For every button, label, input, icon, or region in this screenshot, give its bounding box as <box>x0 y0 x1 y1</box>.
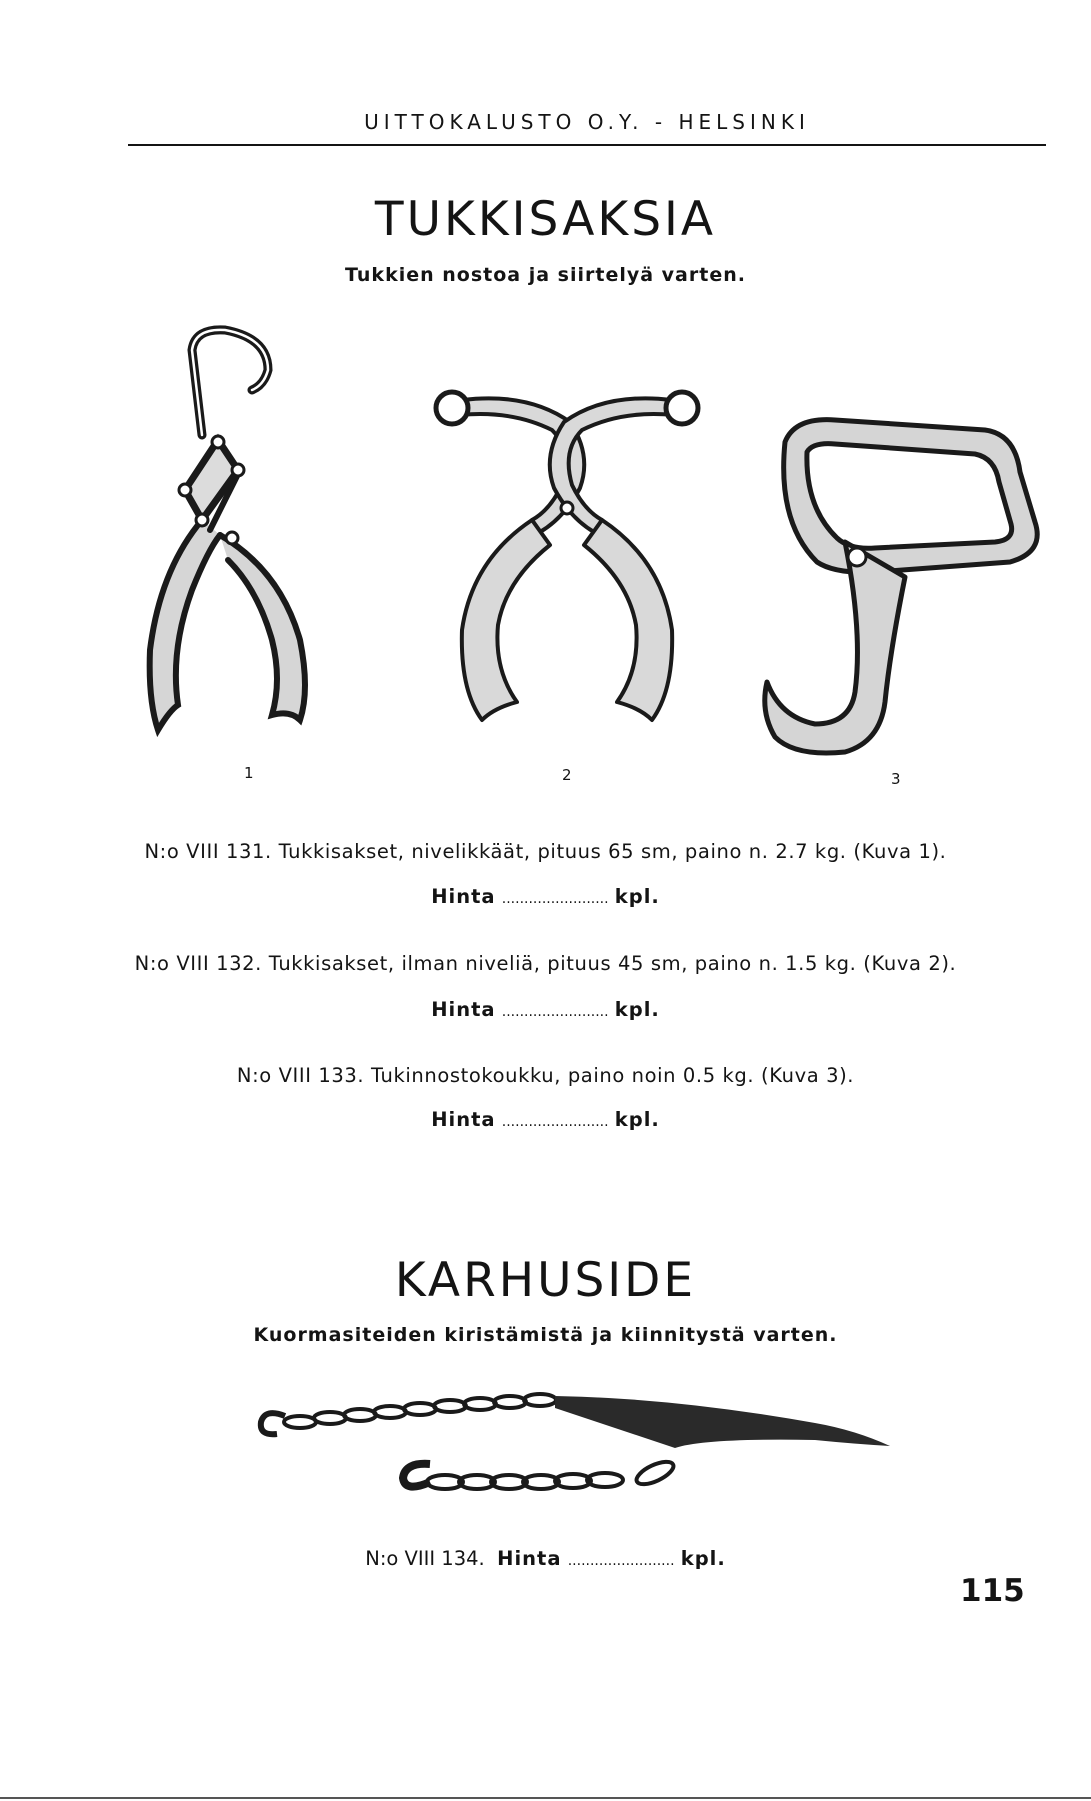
product-description: Tukkisakset, nivelikkäät, pituus 65 sm, paino n. 2.7 kg. (Kuva 1). <box>278 840 947 863</box>
product-code: N:o VIII 133. <box>236 1064 365 1087</box>
price-row-viii-132 <box>0 998 1091 1021</box>
price-unit: kpl. <box>614 885 660 908</box>
price-blank: ........................ <box>501 891 609 907</box>
jointed-log-tongs-illustration <box>140 320 360 755</box>
section-title-karhuside: KARHUSIDE <box>394 1253 697 1308</box>
log-lifting-hook-illustration <box>755 412 1055 762</box>
running-head: UITTOKALUSTO O.Y. - HELSINKI <box>364 110 810 134</box>
chain-binder-illustration <box>255 1378 895 1503</box>
product-description: Tukinnostokoukku, paino noin 0.5 kg. (Kuva 3). <box>371 1064 855 1087</box>
product-code: N:o VIII 134. <box>365 1547 485 1570</box>
page-number: 115 <box>960 1573 1025 1609</box>
price-label: Hinta <box>431 885 496 908</box>
price-row-viii-133 <box>0 1108 1091 1131</box>
section-subtitle-tukkisaksia: Tukkien nostoa ja siirtelyä varten. <box>345 264 746 286</box>
price-blank: ........................ <box>501 1004 609 1020</box>
section-title-tukkisaksia: TUKKISAKSIA <box>374 192 717 247</box>
product-description: Tukkisakset, ilman niveliä, pituus 45 sm, paino n. 1.5 kg. (Kuva 2). <box>268 952 957 975</box>
figure-number-1: 1 <box>244 764 254 782</box>
price-row-viii-131 <box>0 885 1091 908</box>
price-label: Hinta <box>497 1547 562 1570</box>
product-viii-131 <box>0 840 1091 863</box>
section-subtitle-karhuside: Kuormasiteiden kiristämistä ja kiinnitystä varten. <box>253 1324 838 1346</box>
scissor-log-tongs-illustration <box>432 370 702 750</box>
figure-number-3: 3 <box>891 770 901 788</box>
price-blank: ........................ <box>501 1114 609 1130</box>
product-viii-132 <box>0 952 1091 975</box>
product-code: N:o VIII 132. <box>134 952 262 975</box>
figure-number-2: 2 <box>562 766 572 784</box>
price-unit: kpl. <box>614 998 660 1021</box>
price-unit: kpl. <box>680 1547 726 1570</box>
price-blank: ........................ <box>567 1553 675 1569</box>
price-label: Hinta <box>431 998 496 1021</box>
header-rule <box>128 144 1046 146</box>
scan-edge-rule <box>0 1797 1091 1799</box>
price-label: Hinta <box>431 1108 496 1131</box>
product-code: N:o VIII 131. <box>144 840 272 863</box>
product-viii-133 <box>0 1064 1091 1087</box>
price-unit: kpl. <box>614 1108 660 1131</box>
product-viii-134 <box>0 1547 1091 1570</box>
